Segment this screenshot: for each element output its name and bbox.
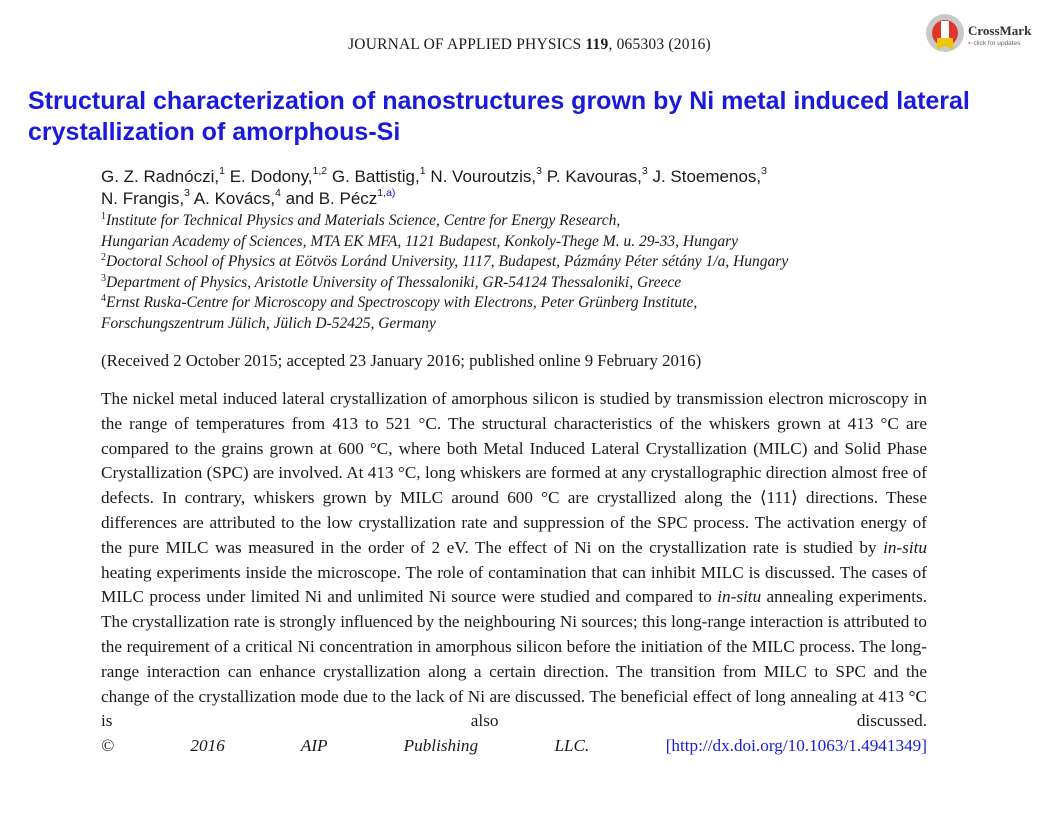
- journal-header: [0, 36, 1059, 54]
- paper-title: Structural characterization of nanostructures grown by Ni metal induced lateral crystallization of amorphous-Si: [28, 87, 970, 146]
- journal-volume: 119: [585, 36, 609, 53]
- author: and B. Pécz: [285, 189, 378, 208]
- affiliation-continued: Forschungszentrum Jülich, Jülich D-52425, Germany: [101, 314, 436, 332]
- crossmark-subtitle: ⇠click for updates: [968, 40, 1021, 47]
- corresponding-author-note-link[interactable]: a): [386, 187, 396, 200]
- affiliation: $^4$Ernst Ruska-Centre for Microscopy and Spectroscopy with Electrons, Peter Grünberg Institute,: [101, 292, 698, 311]
- affiliation: $^3$Department of Physics, Aristotle University of Thessaloniki, GR-54124 Thessaloniki, Greece: [101, 272, 682, 291]
- author: J. Stoemenos,: [652, 167, 762, 186]
- abstract-text: The nickel metal induced lateral crystallization of amorphous silicon is studied by transmission electron microscopy in the range of temperatures from 413 to 521 °C. The structural characteristics of the whiskers grown at 413 °C are compared to the grains grown at 600 °C, where both Metal Induced Lateral Crystallization (MILC) and Solid Phase Crystallization (SPC) are involved. At 413 °C, long whiskers are formed at any crystallographic direction almost free of defects. In contrary, whiskers grown by MILC around 600 °C are crystallized along the ⟨111⟩ directions. These differences are attributed to the low crystallization rate and suppression of the SPC process. The activation energy of the pure MILC was measured in the order of 2 eV. The effect of Ni on the crystallization rate is studied by: [101, 389, 927, 557]
- publication-dates: (Received 2 October 2015; accepted 23 January 2016; published online 9 February 2016): [101, 351, 702, 370]
- affiliation-continued: Hungarian Academy of Sciences, MTA EK MFA, 1121 Budapest, Konkoly-Thege M. u. 29-33, Hungary: [101, 232, 738, 250]
- affiliation: $^2$Doctoral School of Physics at Eötvös Loránd University, 1117, Budapest, Pázmány Péter sétány 1/a, Hungary: [101, 251, 789, 270]
- author: A. Kovács,: [193, 189, 276, 208]
- crossmark-icon: [926, 14, 964, 52]
- affiliation: $^1$Institute for Technical Physics and Materials Science, Centre for Energy Research,: [101, 210, 621, 229]
- journal-name: JOURNAL OF APPLIED PHYSICS: [348, 36, 582, 53]
- copyright-notice: © 2016 AIP Publishing LLC.: [101, 736, 590, 756]
- abstract-text: heating experiments inside the microscope. The role of contamination that can inhibit MILC is discussed. The cases of MILC process under limited Ni and unlimited Ni source were studied and compared to: [101, 562, 927, 607]
- abstract: [101, 387, 927, 759]
- journal-article: , 065303 (2016): [608, 36, 711, 53]
- abstract-italic: in-situ: [717, 587, 762, 607]
- author: G. Battistig,: [331, 167, 420, 186]
- author: N. Frangis,: [101, 189, 185, 208]
- author: E. Dodony,: [229, 167, 313, 186]
- author-list: G. Z. Radnóczi,$^1$ E. Dodony,$^{1,2}$ G. Battistig,$^1$ N. Vouroutzis,$^3$ P. Kavouras,$^3$ J. Stoemenos,$^3$ N. Frangis,$^3$ A. Kovács,$^4$ and B. Pécz$^{1,a)}$: [101, 165, 767, 208]
- doi-link[interactable]: [http://dx.doi.org/10.1063/1.4941349]: [665, 736, 927, 756]
- abstract-italic: in-situ: [883, 537, 927, 557]
- arrow-left-icon: ⇠: [968, 40, 974, 47]
- author: P. Kavouras,: [546, 167, 642, 186]
- author: G. Z. Radnóczi,: [101, 167, 220, 186]
- crossmark-badge[interactable]: [926, 14, 1046, 58]
- author: N. Vouroutzis,: [430, 167, 537, 186]
- crossmark-title: CrossMark: [968, 23, 1032, 38]
- abstract-text: annealing experiments. The crystallization rate is strongly influenced by the neighbouring Ni sources; this long-range interaction is attributed to the requirement of a critical Ni concentration in amorphous silicon before the initiation of the MILC process. The long-range interaction can enhance crystallization along a certain direction. The transition from MILC to SPC and the change of the crystallization mode due to the lack of Ni are discussed. The beneficial effect of long annealing at 413 °C is also discussed.: [101, 587, 927, 731]
- affiliation-list: [101, 211, 961, 334]
